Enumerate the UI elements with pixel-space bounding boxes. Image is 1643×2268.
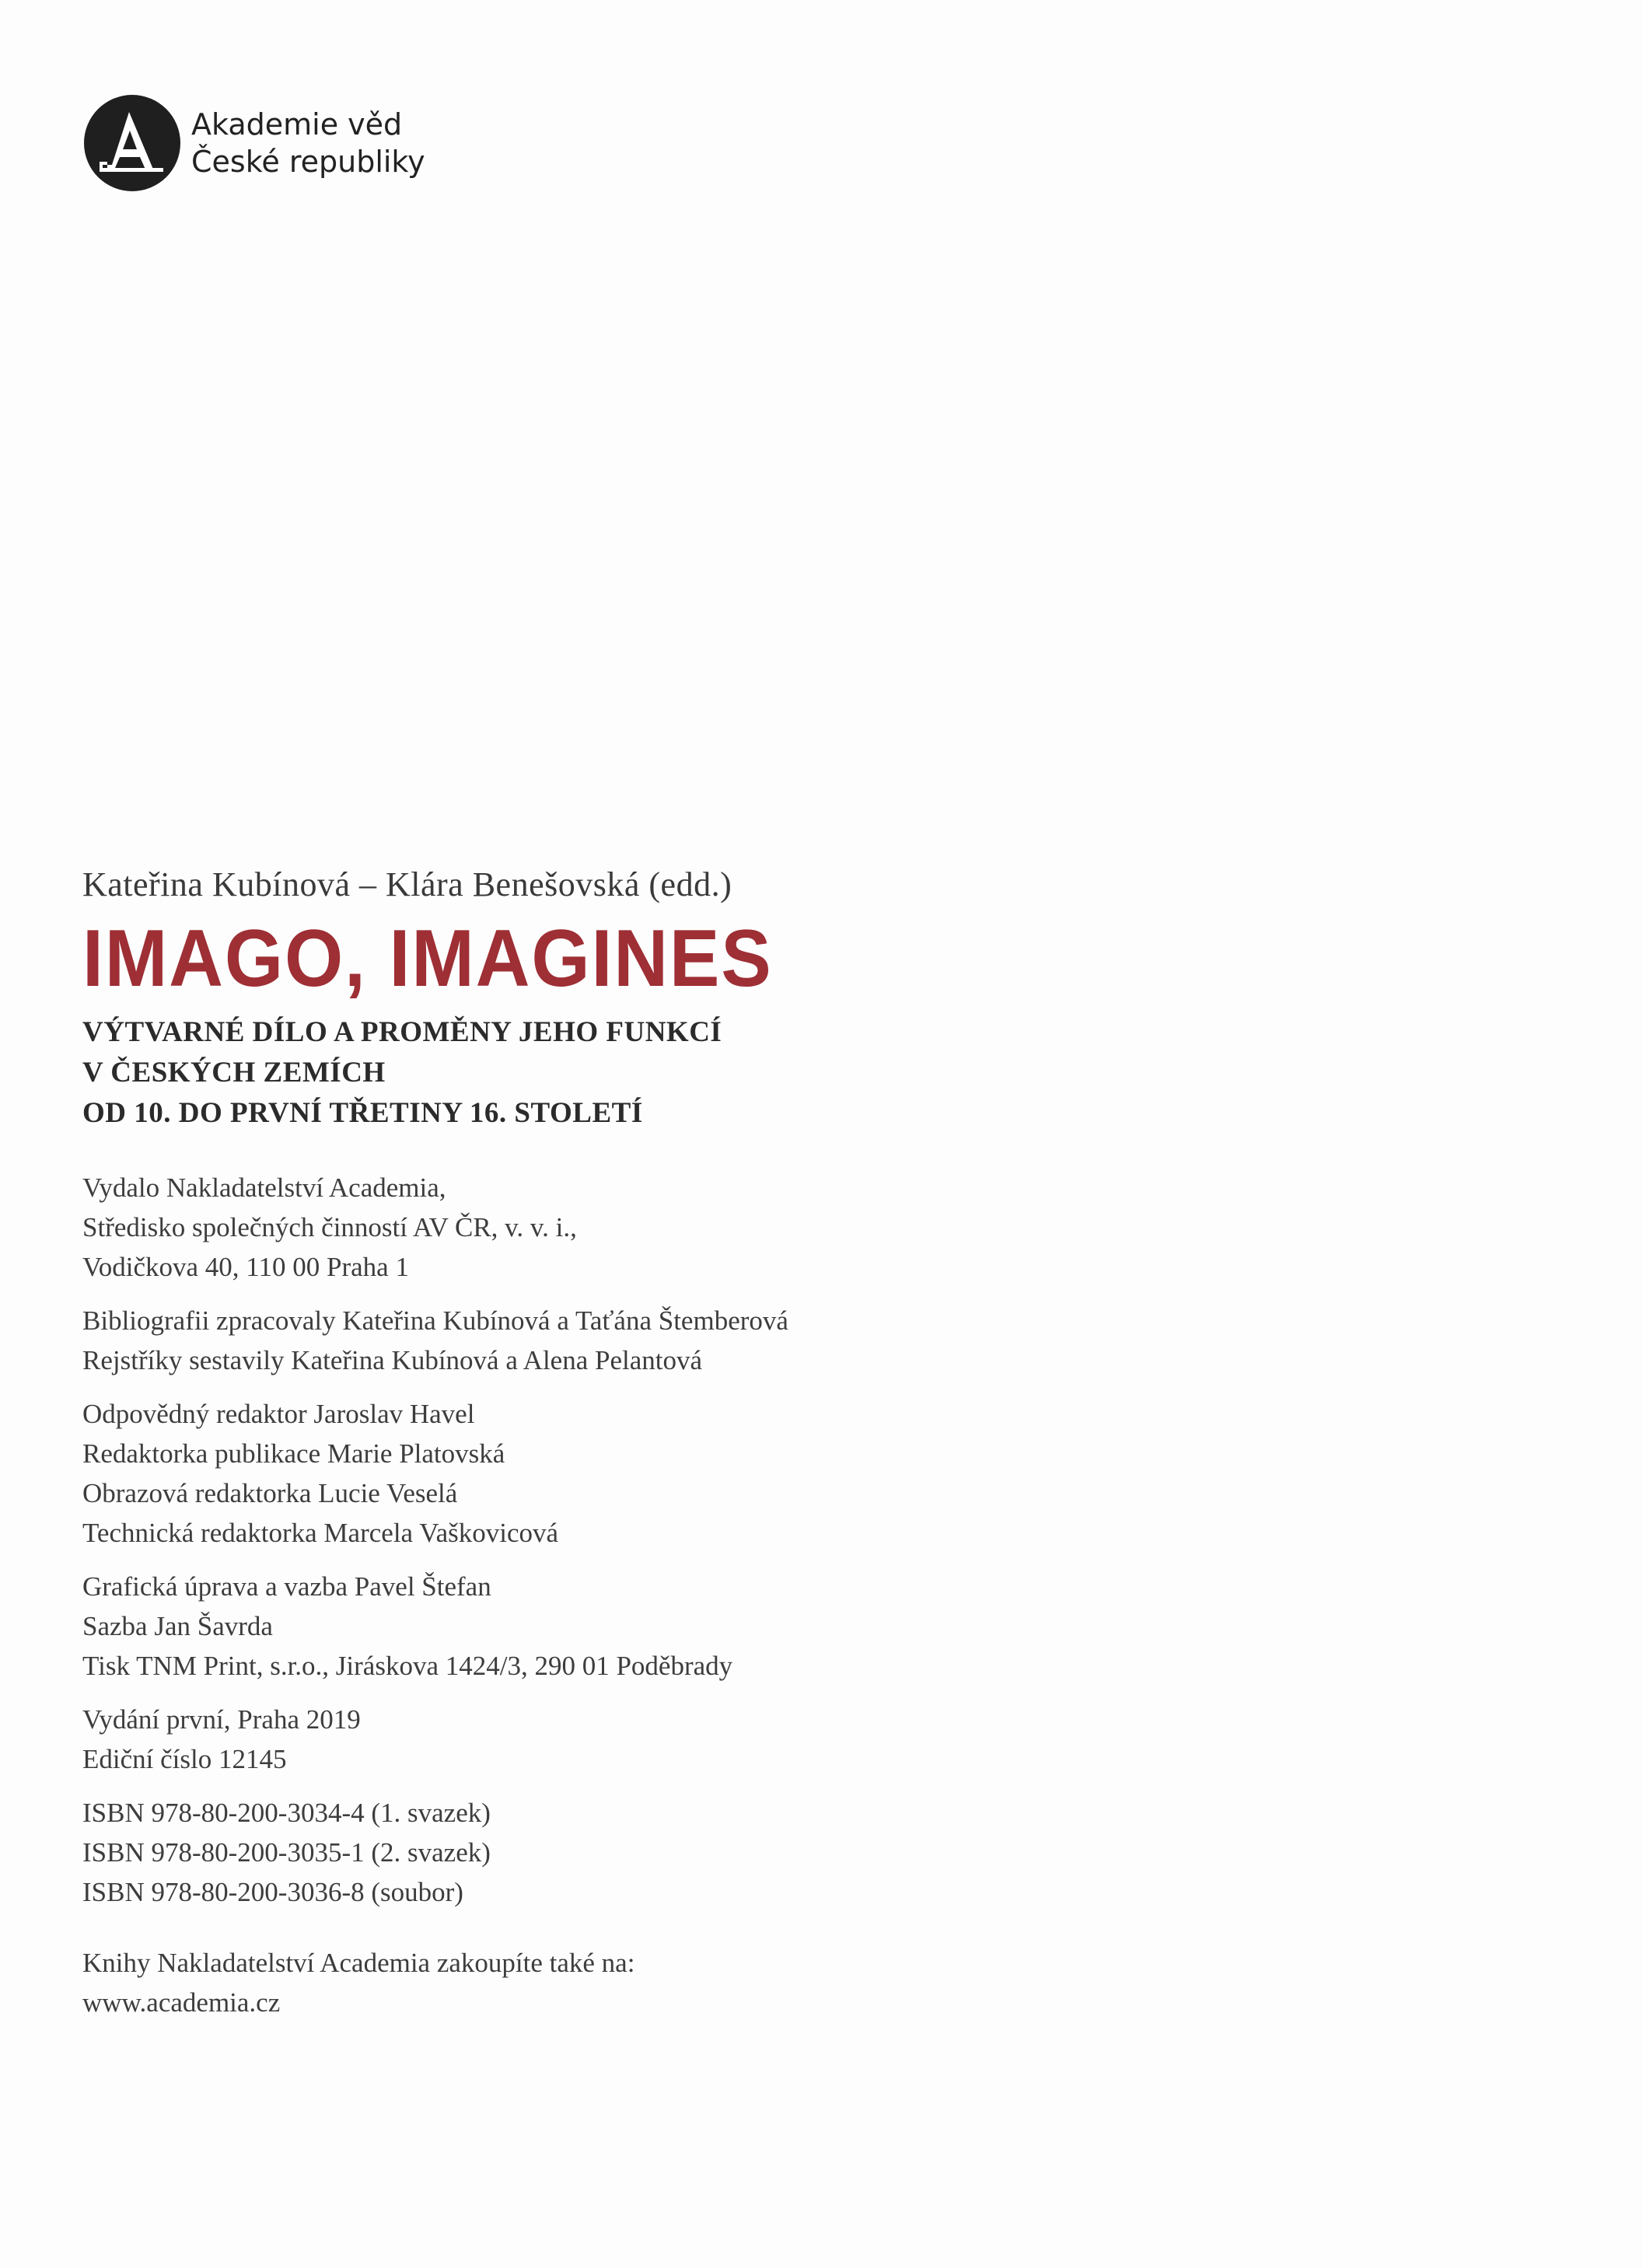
shop-text: Knihy Nakladatelství Academia zakoupíte také na: <box>82 1948 635 1978</box>
publisher-line: Vydalo Nakladatelství Academia, <box>82 1172 446 1203</box>
subtitle-line: VÝTVARNÉ DÍLO A PROMĚNY JEHO FUNKCÍ <box>82 1016 722 1048</box>
publisher-line: Středisko společných činností AV ČR, v. v. i., <box>82 1212 577 1242</box>
logo-line-2: České republiky <box>191 145 425 179</box>
editorial-block <box>82 1394 1249 1553</box>
isbn-line: ISBN 978-80-200-3036-8 (soubor) <box>82 1877 463 1907</box>
editorial-line: Odpovědný redaktor Jaroslav Havel <box>82 1399 475 1429</box>
bibliography-line: Rejstříky sestavily Kateřina Kubínová a Alena Pelantová <box>82 1345 703 1375</box>
edition-block <box>82 1700 1249 1779</box>
editorial-line: Redaktorka publikace Marie Platovská <box>82 1438 505 1469</box>
isbn-block <box>82 1793 1249 1912</box>
production-block <box>82 1567 1249 1686</box>
logo-line-1: Akademie věd <box>191 107 403 142</box>
academy-a-icon <box>84 95 180 191</box>
edition-line: Vydání první, Praha 2019 <box>82 1704 361 1735</box>
production-line: Grafická úprava a vazba Pavel Štefan <box>82 1571 491 1602</box>
academy-logo <box>84 95 425 191</box>
editorial-line: Obrazová redaktorka Lucie Veselá <box>82 1478 458 1508</box>
production-line: Tisk TNM Print, s.r.o., Jiráskova 1424/3, 290 01 Poděbrady <box>82 1651 733 1681</box>
edition-line: Ediční číslo 12145 <box>82 1744 287 1774</box>
book-editors: Kateřina Kubínová – Klára Benešovská (edd.) <box>82 865 732 903</box>
book-subtitle <box>82 1012 1249 1134</box>
isbn-line: ISBN 978-80-200-3034-4 (1. svazek) <box>82 1798 491 1828</box>
editorial-line: Technická redaktorka Marcela Vaškovicová <box>82 1518 559 1548</box>
subtitle-line: V ČESKÝCH ZEMÍCH <box>82 1057 386 1089</box>
subtitle-line: OD 10. DO PRVNÍ TŘETINY 16. STOLETÍ <box>82 1097 643 1129</box>
publisher-block <box>82 1168 1249 1287</box>
academy-logo-text <box>191 106 425 180</box>
shop-block <box>82 1943 1249 2022</box>
book-title: IMAGO, IMAGINES <box>82 914 773 1004</box>
bibliography-block <box>82 1301 1249 1380</box>
isbn-line: ISBN 978-80-200-3035-1 (2. svazek) <box>82 1837 491 1868</box>
bibliography-line: Bibliografii zpracovaly Kateřina Kubínová a Taťána Štemberová <box>82 1305 788 1336</box>
colophon <box>82 863 1249 2022</box>
shop-url: www.academia.cz <box>82 1987 281 2018</box>
production-line: Sazba Jan Šavrda <box>82 1611 273 1641</box>
publisher-line: Vodičkova 40, 110 00 Praha 1 <box>82 1252 409 1282</box>
